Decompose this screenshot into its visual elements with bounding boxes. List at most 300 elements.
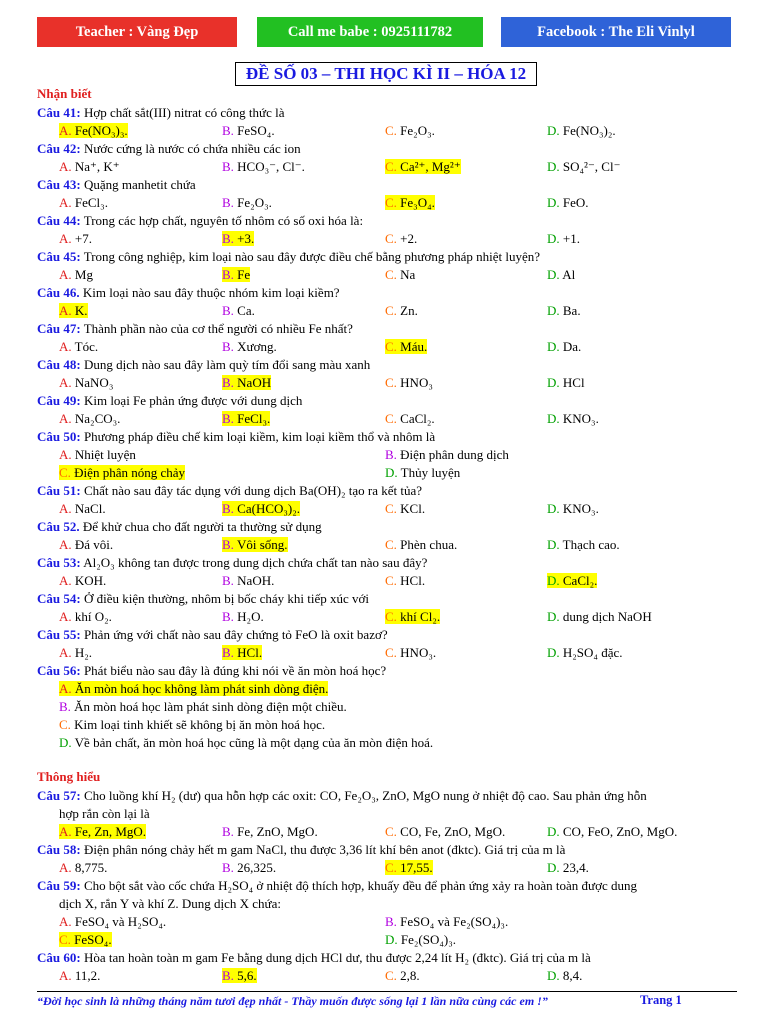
option-text: Thủy luyện	[400, 465, 461, 480]
option-text: CO, FeO, ZnO, MgO.	[562, 824, 678, 839]
option-c	[385, 410, 435, 428]
option-b-content	[222, 267, 250, 282]
option-b	[222, 374, 271, 392]
option-letter: C.	[385, 645, 397, 660]
option-text: Fe₂(SO₄)₃.	[400, 932, 457, 947]
page-number: Trang 1	[640, 993, 682, 1007]
option-letter: D.	[547, 645, 560, 660]
option-text: Fe	[237, 267, 251, 282]
option-letter: D.	[59, 735, 72, 750]
option-text: FeSO₄.	[237, 123, 275, 138]
option-d-content	[547, 303, 581, 318]
option-b-content	[222, 501, 300, 516]
option-letter: A.	[59, 537, 72, 552]
option-text: HNO₃.	[400, 645, 437, 660]
option-b	[222, 302, 255, 320]
option-a	[59, 122, 128, 140]
option-letter: B.	[222, 645, 234, 660]
option-a	[59, 266, 93, 284]
option-text: FeSO₄ và H₂SO₄.	[74, 914, 167, 929]
option-d-content	[547, 339, 581, 354]
option-d	[547, 194, 589, 212]
question-number: Câu 59:	[37, 878, 81, 893]
option-text: Phèn chua.	[400, 537, 458, 552]
option-letter: C.	[385, 860, 397, 875]
option-c	[385, 572, 425, 590]
option-text: +3.	[237, 231, 255, 246]
option-b-content	[222, 123, 275, 138]
option-a	[59, 374, 113, 392]
question-stem	[37, 320, 353, 338]
option-c-content	[385, 537, 457, 552]
option-text: Ăn mòn hoá học không làm phát sinh dòng điện.	[74, 681, 329, 696]
question-number: Câu 48:	[37, 357, 81, 372]
question-text: Al₂O₃ không tan được trong dung dịch chứa chất tan nào sau đây?	[83, 555, 428, 570]
page-title	[235, 62, 537, 86]
option-c-content	[385, 860, 433, 875]
question-stem	[37, 392, 302, 410]
option-c-content	[59, 932, 112, 947]
option-text: Fe₃O₄.	[400, 195, 435, 210]
option-text: Xương.	[237, 339, 277, 354]
option-letter: B.	[222, 824, 234, 839]
option-a	[59, 680, 328, 698]
option-text: HCl.	[400, 573, 426, 588]
option-text: 26,325.	[237, 860, 277, 875]
option-c	[385, 859, 433, 877]
option-c-content	[385, 824, 505, 839]
option-d-content	[547, 159, 620, 174]
question-text: Phản ứng với chất nào sau đây chứng tỏ FeO là oxit bazơ?	[83, 627, 388, 642]
option-letter: B.	[222, 195, 234, 210]
option-letter: B.	[222, 968, 234, 983]
option-d	[547, 266, 575, 284]
option-text: Ca(HCO₃)₂.	[237, 501, 301, 516]
option-letter: A.	[59, 447, 72, 462]
option-text: dung dịch NaOH	[562, 609, 652, 624]
option-c	[385, 302, 418, 320]
question-text: Kim loại Fe phản ứng được với dung dịch	[83, 393, 303, 408]
question-number: Câu 58:	[37, 842, 81, 857]
question-number: Câu 53:	[37, 555, 81, 570]
option-text: KCl.	[400, 501, 426, 516]
option-text: FeCl₃.	[237, 411, 271, 426]
option-letter: A.	[59, 123, 72, 138]
question-number: Câu 50:	[37, 429, 81, 444]
question-stem	[37, 482, 422, 500]
option-letter: D.	[547, 303, 560, 318]
option-letter: C.	[385, 267, 397, 282]
option-c	[385, 266, 415, 284]
option-text: FeSO₄ và Fe₂(SO₄)₃.	[400, 914, 509, 929]
option-letter: C.	[385, 609, 397, 624]
option-a-content	[59, 267, 93, 282]
page-title-text: ĐỀ SỐ 03 – THI HỌC KÌ II – HÓA 12	[245, 64, 527, 83]
option-text: KOH.	[74, 573, 107, 588]
question-number: Câu 41:	[37, 105, 81, 120]
option-d-content	[547, 573, 597, 588]
option-d-content	[385, 465, 460, 480]
question-number: Câu 47:	[37, 321, 81, 336]
option-letter: A.	[59, 824, 72, 839]
option-d	[547, 302, 581, 320]
option-text: Fe(NO₃)₂.	[562, 123, 616, 138]
option-b	[222, 194, 272, 212]
option-text: HCl.	[237, 645, 263, 660]
option-text: H₂SO₄ đặc.	[562, 645, 623, 660]
option-letter: D.	[547, 501, 560, 516]
option-letter: C.	[385, 231, 397, 246]
question-stem	[37, 554, 427, 572]
option-c-content	[385, 501, 425, 516]
option-a-content	[59, 968, 100, 983]
option-b-content	[222, 411, 270, 426]
option-text: Na	[400, 267, 416, 282]
option-b	[385, 913, 508, 931]
option-d-content	[547, 195, 589, 210]
question-text: Cho luồng khí H₂ (dư) qua hỗn hợp các oxit: CO, Fe₂O₃, ZnO, MgO nung ở nhiệt độ cao. Sau phản ứng hỗn	[83, 788, 647, 803]
option-d-content	[547, 411, 599, 426]
option-c-content	[385, 609, 440, 624]
question-stem	[37, 787, 647, 805]
question-stem	[37, 248, 540, 266]
option-c	[385, 122, 435, 140]
option-d	[547, 374, 585, 392]
option-letter: D.	[547, 159, 560, 174]
question-text: Phương pháp điều chế kim loại kiềm, kim loại kiềm thổ và nhôm là	[83, 429, 436, 444]
option-text: Về bản chất, ăn mòn hoá học cũng là một dạng của ăn mòn điện hoá.	[74, 735, 434, 750]
option-b-content	[222, 609, 264, 624]
option-c	[385, 536, 457, 554]
question-number: Câu 49:	[37, 393, 81, 408]
question-stem	[37, 428, 435, 446]
question-stem	[37, 626, 388, 644]
option-letter: B.	[59, 699, 71, 714]
option-text: Fe(NO₃)₃.	[74, 123, 128, 138]
option-c	[385, 230, 417, 248]
option-letter: C.	[59, 932, 71, 947]
option-letter: C.	[59, 717, 71, 732]
option-a-content	[59, 824, 146, 839]
option-a-content	[59, 411, 120, 426]
option-a-content	[59, 501, 106, 516]
option-letter: A.	[59, 231, 72, 246]
option-d-content	[547, 231, 580, 246]
call-banner	[257, 17, 483, 47]
option-letter: C.	[385, 303, 397, 318]
question-text: Nước cứng là nước có chứa nhiều các ion	[83, 141, 301, 156]
option-letter: D.	[547, 375, 560, 390]
option-letter: A.	[59, 195, 72, 210]
option-a-content	[59, 159, 120, 174]
question-number: Câu 52.	[37, 519, 80, 534]
option-c-content	[385, 123, 435, 138]
option-c	[385, 338, 427, 356]
option-letter: B.	[222, 411, 234, 426]
option-d	[547, 158, 620, 176]
question-stem	[37, 212, 363, 230]
option-c	[385, 644, 436, 662]
option-d-content	[59, 735, 433, 750]
question-stem	[37, 841, 565, 859]
option-text: Vôi sống.	[236, 537, 288, 552]
option-a	[59, 859, 107, 877]
option-letter: A.	[59, 681, 72, 696]
option-a	[59, 644, 92, 662]
question-number: Câu 54:	[37, 591, 81, 606]
option-letter: B.	[222, 609, 234, 624]
option-letter: D.	[547, 609, 560, 624]
option-letter: D.	[547, 573, 560, 588]
option-d-content	[547, 123, 616, 138]
option-text: Zn.	[400, 303, 418, 318]
option-text: Na⁺, K⁺	[74, 159, 120, 174]
option-d-content	[547, 824, 677, 839]
question-number: Câu 57:	[37, 788, 81, 803]
option-text: Da.	[562, 339, 582, 354]
option-text: Nhiệt luyện	[74, 447, 136, 462]
option-text: 5,6.	[237, 968, 257, 983]
option-b	[222, 608, 264, 626]
option-d	[547, 823, 677, 841]
option-c-content	[385, 573, 425, 588]
section-nhan-biet: Nhận biết	[37, 86, 92, 101]
question-text: Trong các hợp chất, nguyên tố nhôm có số oxi hóa là:	[83, 213, 364, 228]
option-text: K.	[74, 303, 88, 318]
option-letter: B.	[222, 537, 234, 552]
option-text: khí O₂.	[74, 609, 112, 624]
option-c	[59, 716, 325, 734]
option-b-content	[222, 860, 276, 875]
question-stem	[37, 356, 370, 374]
option-a	[59, 194, 108, 212]
option-b	[222, 967, 257, 985]
option-d	[547, 608, 652, 626]
option-text: HNO₃	[400, 375, 433, 390]
question-text: Quặng manhetit chứa	[83, 177, 196, 192]
option-text: +2.	[400, 231, 418, 246]
question-number: Câu 55:	[37, 627, 81, 642]
option-a	[59, 410, 120, 428]
question-stem	[37, 176, 196, 194]
question-number: Câu 46.	[37, 285, 80, 300]
option-letter: D.	[547, 824, 560, 839]
option-text: Thạch cao.	[562, 537, 620, 552]
option-a-content	[59, 681, 328, 696]
question-text-cont: hợp rắn còn lại là	[59, 806, 150, 821]
question-stem	[37, 662, 386, 680]
option-letter: B.	[222, 267, 234, 282]
option-letter: A.	[59, 609, 72, 624]
option-letter: A.	[59, 267, 72, 282]
option-text: 23,4.	[562, 860, 589, 875]
option-letter: B.	[222, 339, 234, 354]
option-c-content	[59, 717, 325, 732]
option-a	[59, 446, 136, 464]
question-number: Câu 60:	[37, 950, 81, 965]
option-d-content	[547, 968, 582, 983]
option-text: 11,2.	[74, 968, 101, 983]
option-b	[222, 338, 277, 356]
option-text: Al	[562, 267, 576, 282]
option-d-content	[547, 501, 599, 516]
option-text: Ăn mòn hoá học làm phát sinh dòng điện một chiều.	[74, 699, 347, 714]
option-d	[547, 230, 580, 248]
option-b	[59, 698, 347, 716]
option-letter: A.	[59, 303, 72, 318]
option-letter: B.	[385, 447, 397, 462]
option-text: CaCl₂.	[400, 411, 435, 426]
option-letter: B.	[222, 231, 234, 246]
option-letter: A.	[59, 501, 72, 516]
option-letter: D.	[547, 123, 560, 138]
question-stem	[37, 877, 637, 895]
option-text: FeSO₄.	[74, 932, 112, 947]
option-letter: D.	[385, 465, 398, 480]
option-d	[547, 572, 597, 590]
option-letter: D.	[547, 860, 560, 875]
option-b-content	[222, 824, 318, 839]
option-letter: C.	[385, 159, 397, 174]
option-letter: B.	[222, 501, 234, 516]
option-letter: D.	[385, 932, 398, 947]
option-b	[222, 572, 274, 590]
question-number: Câu 43:	[37, 177, 81, 192]
option-c-content	[385, 267, 415, 282]
option-text: Máu.	[400, 339, 428, 354]
option-letter: C.	[385, 573, 397, 588]
option-text: HCO₃⁻, Cl⁻.	[237, 159, 305, 174]
option-d-content	[385, 932, 456, 947]
option-text: Fe, ZnO, MgO.	[237, 824, 318, 839]
option-c-content	[59, 465, 185, 480]
option-c-content	[385, 411, 435, 426]
option-d	[547, 644, 623, 662]
option-letter: B.	[222, 375, 234, 390]
option-text: Ca.	[237, 303, 255, 318]
question-number: Câu 42:	[37, 141, 81, 156]
option-a	[59, 823, 146, 841]
option-text: H₂O.	[237, 609, 264, 624]
question-text: Cho bột sắt vào cốc chứa H₂SO₄ ở nhiệt độ thích hợp, khuấy đều để phản ứng xảy ra hoàn toàn được dung	[83, 878, 637, 893]
option-text: Điện phân dung dịch	[400, 447, 509, 462]
option-letter: A.	[59, 645, 72, 660]
option-letter: B.	[222, 123, 234, 138]
option-letter: B.	[385, 914, 397, 929]
option-c	[385, 500, 425, 518]
option-c-content	[385, 645, 436, 660]
option-letter: A.	[59, 860, 72, 875]
question-text: Phát biểu nào sau đây là đúng khi nói về ăn mòn hoá học?	[83, 663, 387, 678]
option-text: NaOH.	[237, 573, 275, 588]
option-d	[547, 859, 589, 877]
option-text: Fe, Zn, MgO.	[74, 824, 147, 839]
option-a	[59, 913, 166, 931]
question-text: Chất nào sau đây tác dụng với dung dịch Ba(OH)₂ tạo ra kết tủa?	[83, 483, 423, 498]
option-a	[59, 500, 106, 518]
option-a	[59, 572, 106, 590]
option-d-content	[547, 375, 585, 390]
question-text: Điện phân nóng chảy hết m gam NaCl, thu được 3,36 lít khí bên anot (đktc). Giá trị của m là	[83, 842, 566, 857]
teacher-banner	[37, 17, 237, 47]
option-letter: C.	[385, 339, 397, 354]
option-text: Tóc.	[74, 339, 99, 354]
option-c	[385, 374, 433, 392]
option-a-content	[59, 573, 106, 588]
option-d	[547, 500, 599, 518]
option-text: Na₂CO₃.	[74, 411, 121, 426]
option-b	[222, 500, 300, 518]
option-text: Fe₂O₃.	[400, 123, 435, 138]
question-number: Câu 56:	[37, 663, 81, 678]
option-letter: A.	[59, 375, 72, 390]
option-d-content	[547, 609, 652, 624]
option-letter: A.	[59, 573, 72, 588]
option-letter: C.	[385, 501, 397, 516]
option-a-content	[59, 123, 128, 138]
option-letter: A.	[59, 914, 72, 929]
option-d	[547, 536, 620, 554]
option-letter: A.	[59, 411, 72, 426]
option-a	[59, 302, 88, 320]
option-a	[59, 536, 113, 554]
option-text: SO₄²⁻, Cl⁻	[562, 159, 621, 174]
option-text: Kim loại tinh khiết sẽ không bị ăn mòn hoá học.	[74, 717, 326, 732]
question-stem	[37, 284, 340, 302]
option-text: Ba.	[562, 303, 581, 318]
option-a	[59, 608, 112, 626]
option-text: Ca²⁺, Mg²⁺	[400, 159, 461, 174]
option-letter: D.	[547, 968, 560, 983]
question-text: Ở điều kiện thường, nhôm bị bốc cháy khi tiếp xúc với	[83, 591, 370, 606]
section-thong-hieu: Thông hiểu	[37, 769, 101, 784]
option-text: FeO.	[562, 195, 589, 210]
option-d	[547, 410, 599, 428]
option-text: Fe₂O₃.	[237, 195, 272, 210]
option-text: NaOH	[237, 375, 272, 390]
option-letter: D.	[547, 339, 560, 354]
question-number: Câu 45:	[37, 249, 81, 264]
option-b	[385, 446, 509, 464]
question-stem	[37, 104, 285, 122]
option-text: khí Cl₂.	[400, 609, 441, 624]
option-text: CaCl₂.	[562, 573, 598, 588]
option-c-content	[385, 159, 461, 174]
option-text: NaCl.	[74, 501, 106, 516]
option-text: NaNO₃	[74, 375, 114, 390]
option-letter: D.	[547, 267, 560, 282]
question-text: Thành phần nào của cơ thể người có nhiều Fe nhất?	[83, 321, 353, 336]
option-c	[385, 608, 440, 626]
option-letter: B.	[222, 860, 234, 875]
option-b-content	[385, 447, 509, 462]
option-b-content	[222, 573, 274, 588]
option-d	[547, 338, 581, 356]
option-c-content	[385, 195, 435, 210]
option-d-content	[547, 645, 623, 660]
option-b	[222, 266, 250, 284]
option-a	[59, 338, 98, 356]
option-c-content	[385, 375, 433, 390]
question-stem	[37, 518, 322, 536]
option-letter: D.	[547, 231, 560, 246]
question-text: Dung dịch nào sau đây làm quỳ tím đổi sang màu xanh	[83, 357, 371, 372]
option-d-content	[547, 537, 620, 552]
option-text: KNO₃.	[562, 501, 599, 516]
option-a-content	[59, 303, 88, 318]
option-text: 8,4.	[562, 968, 583, 983]
option-letter: A.	[59, 159, 72, 174]
